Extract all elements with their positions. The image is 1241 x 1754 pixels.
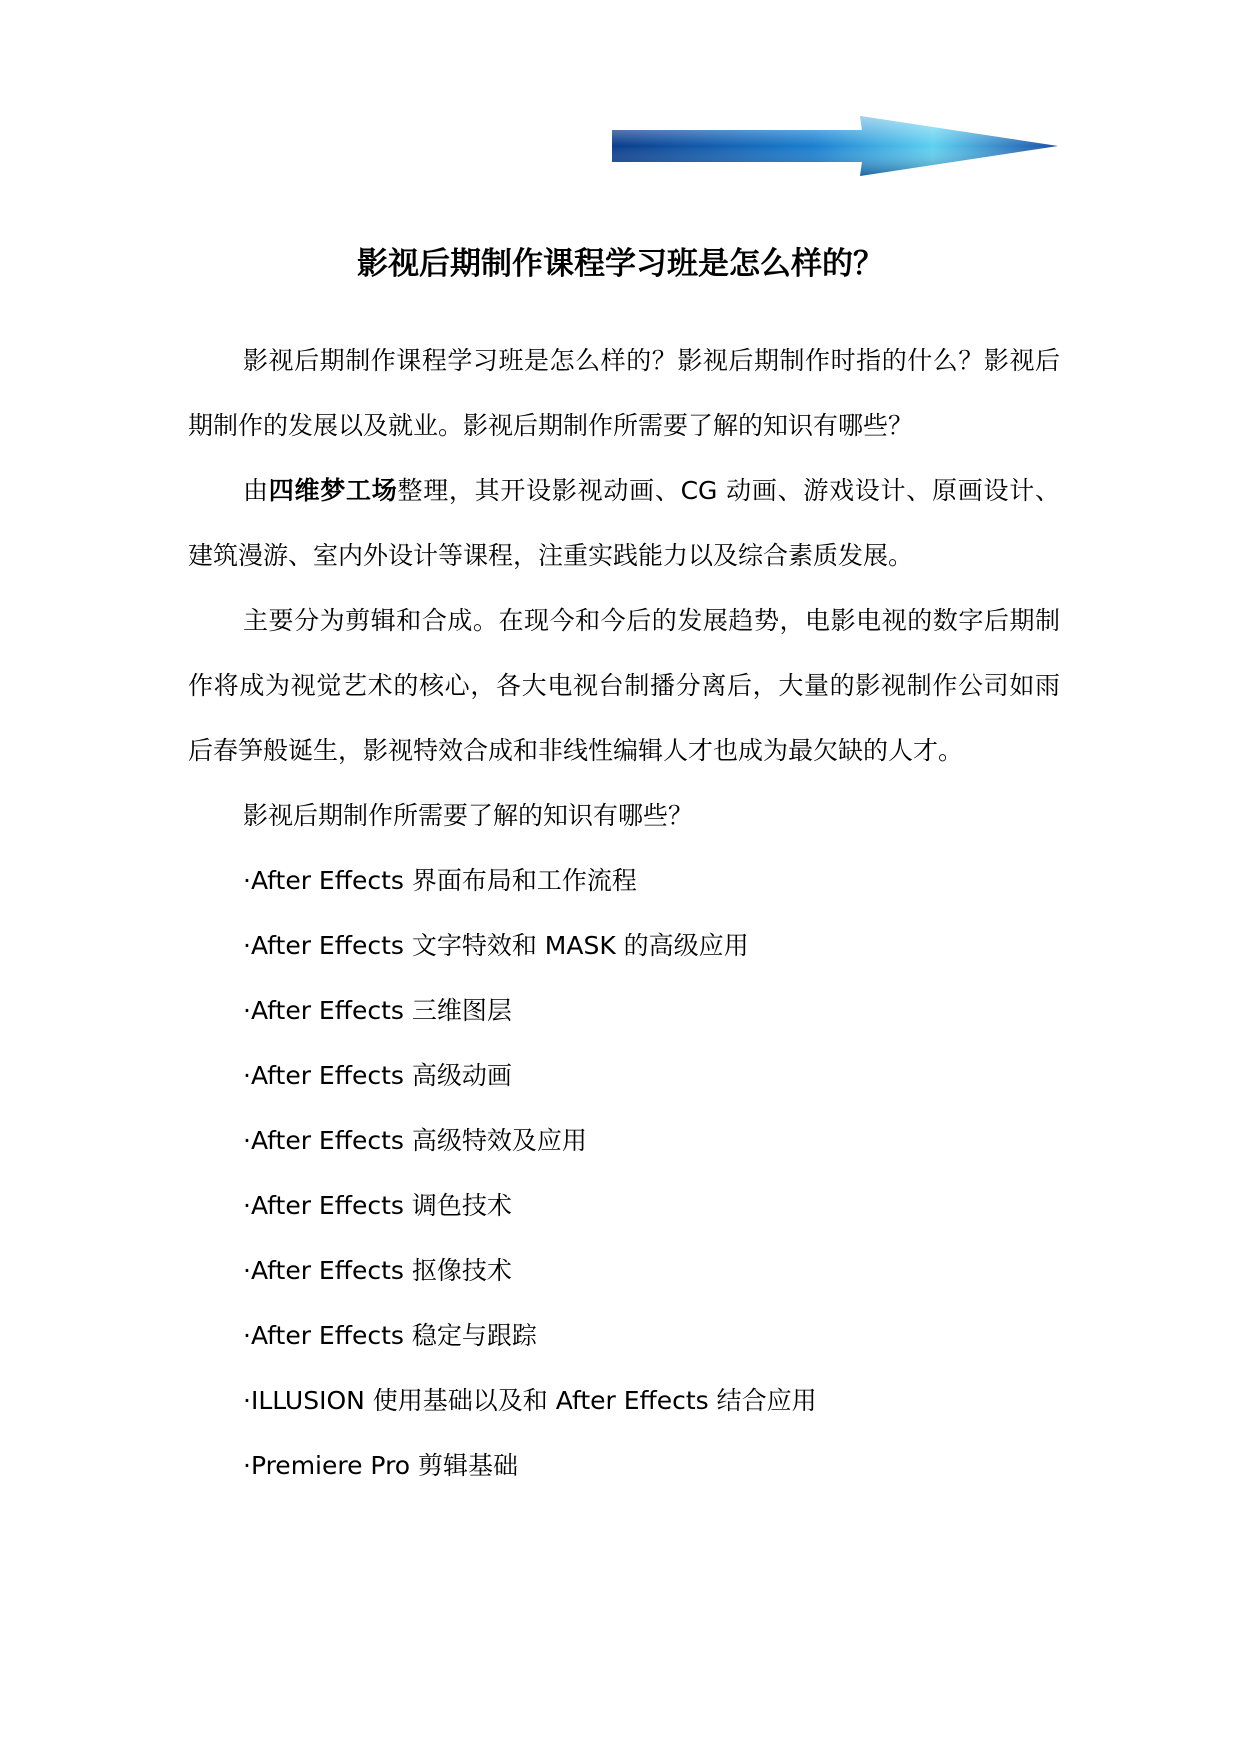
document-body (188, 328, 1060, 1498)
source-prefix: 由 (243, 476, 269, 505)
right-arrow-icon (612, 112, 1060, 180)
list-item: ·After Effects 界面布局和工作流程 (243, 866, 637, 895)
list-item: ·After Effects 高级动画 (243, 1061, 512, 1090)
question-paragraph: 影视后期制作所需要了解的知识有哪些？ (243, 801, 694, 830)
body-paragraph: 主要分为剪辑和合成。在现今和今后的发展趋势，电影电视的数字后期制作将成为视觉艺术的核心，各大电视台制播分离后，大量的影视制作公司如雨后春笋般诞生，影视特效合成和非线性编辑人才也成为最欠缺的人才。 (188, 606, 1060, 765)
intro-paragraph: 影视后期制作课程学习班是怎么样的？影视后期制作时指的什么？影视后期制作的发展以及就业。影视后期制作所需要了解的知识有哪些？ (188, 346, 1060, 440)
list-item: ·After Effects 文字特效和 MASK 的高级应用 (243, 931, 749, 960)
organization-name: 四维梦工场 (268, 476, 398, 505)
document-title: 影视后期制作课程学习班是怎么样的？ (357, 246, 884, 282)
list-item: ·After Effects 稳定与跟踪 (243, 1321, 537, 1350)
source-paragraph (188, 458, 1060, 588)
list-item: ·After Effects 抠像技术 (243, 1256, 512, 1285)
list-item: ·After Effects 三维图层 (243, 996, 512, 1025)
list-item: ·Premiere Pro 剪辑基础 (243, 1451, 519, 1480)
list-item: ·ILLUSION 使用基础以及和 After Effects 结合应用 (243, 1386, 817, 1415)
list-item: ·After Effects 调色技术 (243, 1191, 512, 1220)
source-description: 整理，其开设影视动画、CG 动画、游戏设计、原画设计、建筑漫游、室内外设计等课程，注重实践能力以及综合素质发展。 (188, 476, 1060, 570)
list-item: ·After Effects 高级特效及应用 (243, 1126, 587, 1155)
